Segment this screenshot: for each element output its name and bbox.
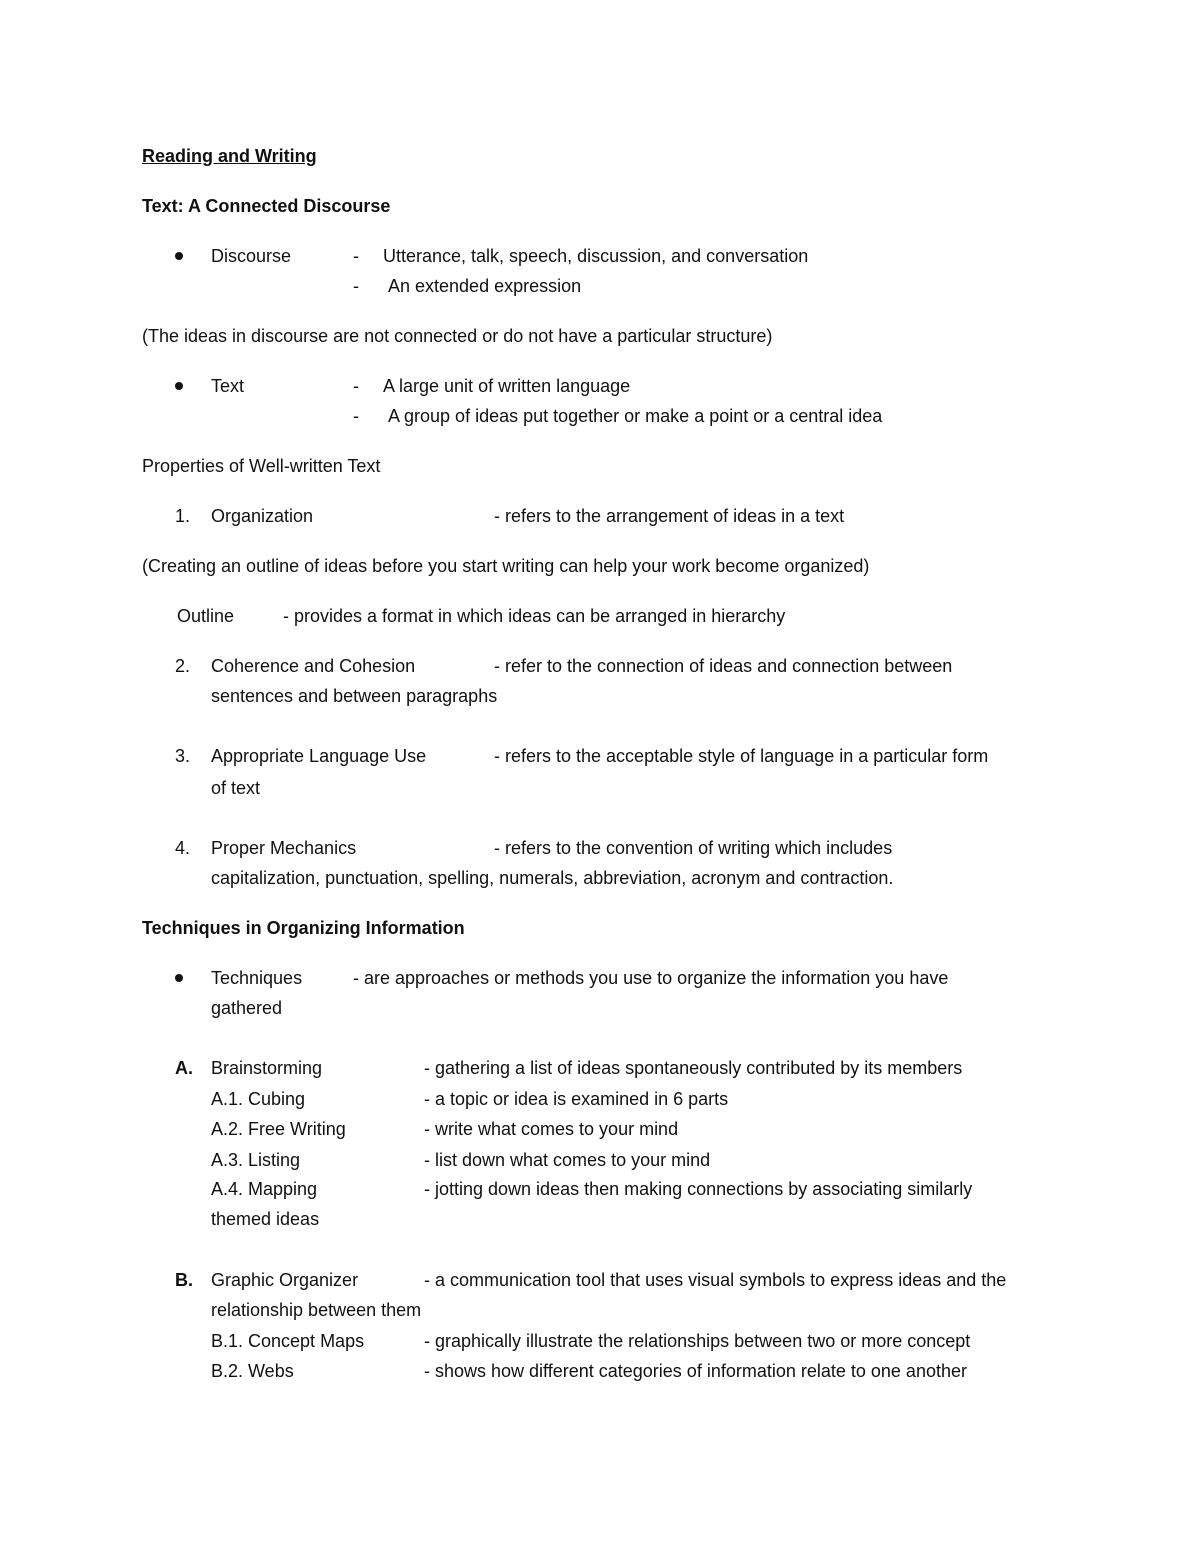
subtechnique-term: B.2. Webs [211, 1361, 294, 1381]
property-term: Proper Mechanics [211, 838, 357, 858]
property-definition: - refers to the acceptable style of language in a particular form [494, 746, 989, 766]
text-definition-2: A group of ideas put together or make a point or a central idea [388, 406, 883, 426]
discourse-dash-2: - [353, 276, 359, 296]
property-term: Organization [211, 506, 314, 526]
discourse-note: (The ideas in discourse are not connected or do not have a particular structure) [142, 326, 773, 346]
discourse-definition-1: Utterance, talk, speech, discussion, and conversation [383, 246, 809, 266]
subtechnique-definition: - jotting down ideas then making connections by associating similarly [424, 1179, 973, 1199]
technique-letter: A. [175, 1058, 193, 1078]
property-definition: - refers to the arrangement of ideas in a text [494, 506, 845, 526]
property-number: 2. [175, 656, 191, 676]
text-dash: - [353, 376, 359, 396]
property-term: Coherence and Cohesion [211, 656, 416, 676]
discourse-term: Discourse [211, 246, 292, 266]
bullet-icon [175, 974, 183, 982]
property-definition-cont: sentences and between paragraphs [211, 686, 498, 706]
subtechnique-term: B.1. Concept Maps [211, 1331, 365, 1351]
techniques-heading: Techniques in Organizing Information [142, 918, 465, 938]
section-subtitle: Text: A Connected Discourse [142, 196, 391, 216]
text-definition-1: A large unit of written language [383, 376, 631, 396]
organization-note: (Creating an outline of ideas before you start writing can help your work become organized) [142, 556, 870, 576]
technique-term: Graphic Organizer [211, 1270, 359, 1290]
property-definition-cont: capitalization, punctuation, spelling, numerals, abbreviation, acronym and contraction. [211, 868, 894, 888]
property-number: 4. [175, 838, 191, 858]
bullet-icon [175, 382, 183, 390]
property-number: 3. [175, 746, 191, 766]
subtechnique-definition: - list down what comes to your mind [424, 1150, 711, 1170]
bullet-icon [175, 252, 183, 260]
outline-term: Outline [177, 606, 235, 626]
subtechnique-term: A.3. Listing [211, 1150, 301, 1170]
subtechnique-definition: - a topic or idea is examined in 6 parts [424, 1089, 729, 1109]
properties-heading: Properties of Well-written Text [142, 456, 381, 476]
text-dash-2: - [353, 406, 359, 426]
technique-letter: B. [175, 1270, 193, 1290]
subtechnique-definition: - graphically illustrate the relationships between two or more concept [424, 1331, 971, 1351]
property-definition-cont: of text [211, 778, 261, 798]
technique-term: Brainstorming [211, 1058, 323, 1078]
techniques-definition-cont: gathered [211, 998, 283, 1018]
subtechnique-definition: - shows how different categories of information relate to one another [424, 1361, 967, 1381]
property-definition: - refer to the connection of ideas and connection between [494, 656, 953, 676]
technique-definition-cont: relationship between them [211, 1300, 422, 1320]
subtechnique-term: A.4. Mapping [211, 1179, 318, 1199]
property-number: 1. [175, 506, 191, 526]
document-title: Reading and Writing [142, 146, 317, 166]
text-term: Text [211, 376, 245, 396]
techniques-term: Techniques [211, 968, 303, 988]
subtechnique-term: A.1. Cubing [211, 1089, 306, 1109]
technique-definition: - a communication tool that uses visual symbols to express ideas and the [424, 1270, 1007, 1290]
techniques-definition: - are approaches or methods you use to organize the information you have [353, 968, 949, 988]
property-term: Appropriate Language Use [211, 746, 427, 766]
property-definition: - refers to the convention of writing which includes [494, 838, 893, 858]
outline-definition: - provides a format in which ideas can be arranged in hierarchy [283, 606, 786, 626]
subtechnique-term: A.2. Free Writing [211, 1119, 346, 1139]
subtechnique-definition: - write what comes to your mind [424, 1119, 679, 1139]
discourse-definition-2: An extended expression [388, 276, 582, 296]
subtechnique-definition-cont: themed ideas [211, 1209, 320, 1229]
technique-definition: - gathering a list of ideas spontaneously contributed by its members [424, 1058, 963, 1078]
discourse-dash: - [353, 246, 359, 266]
